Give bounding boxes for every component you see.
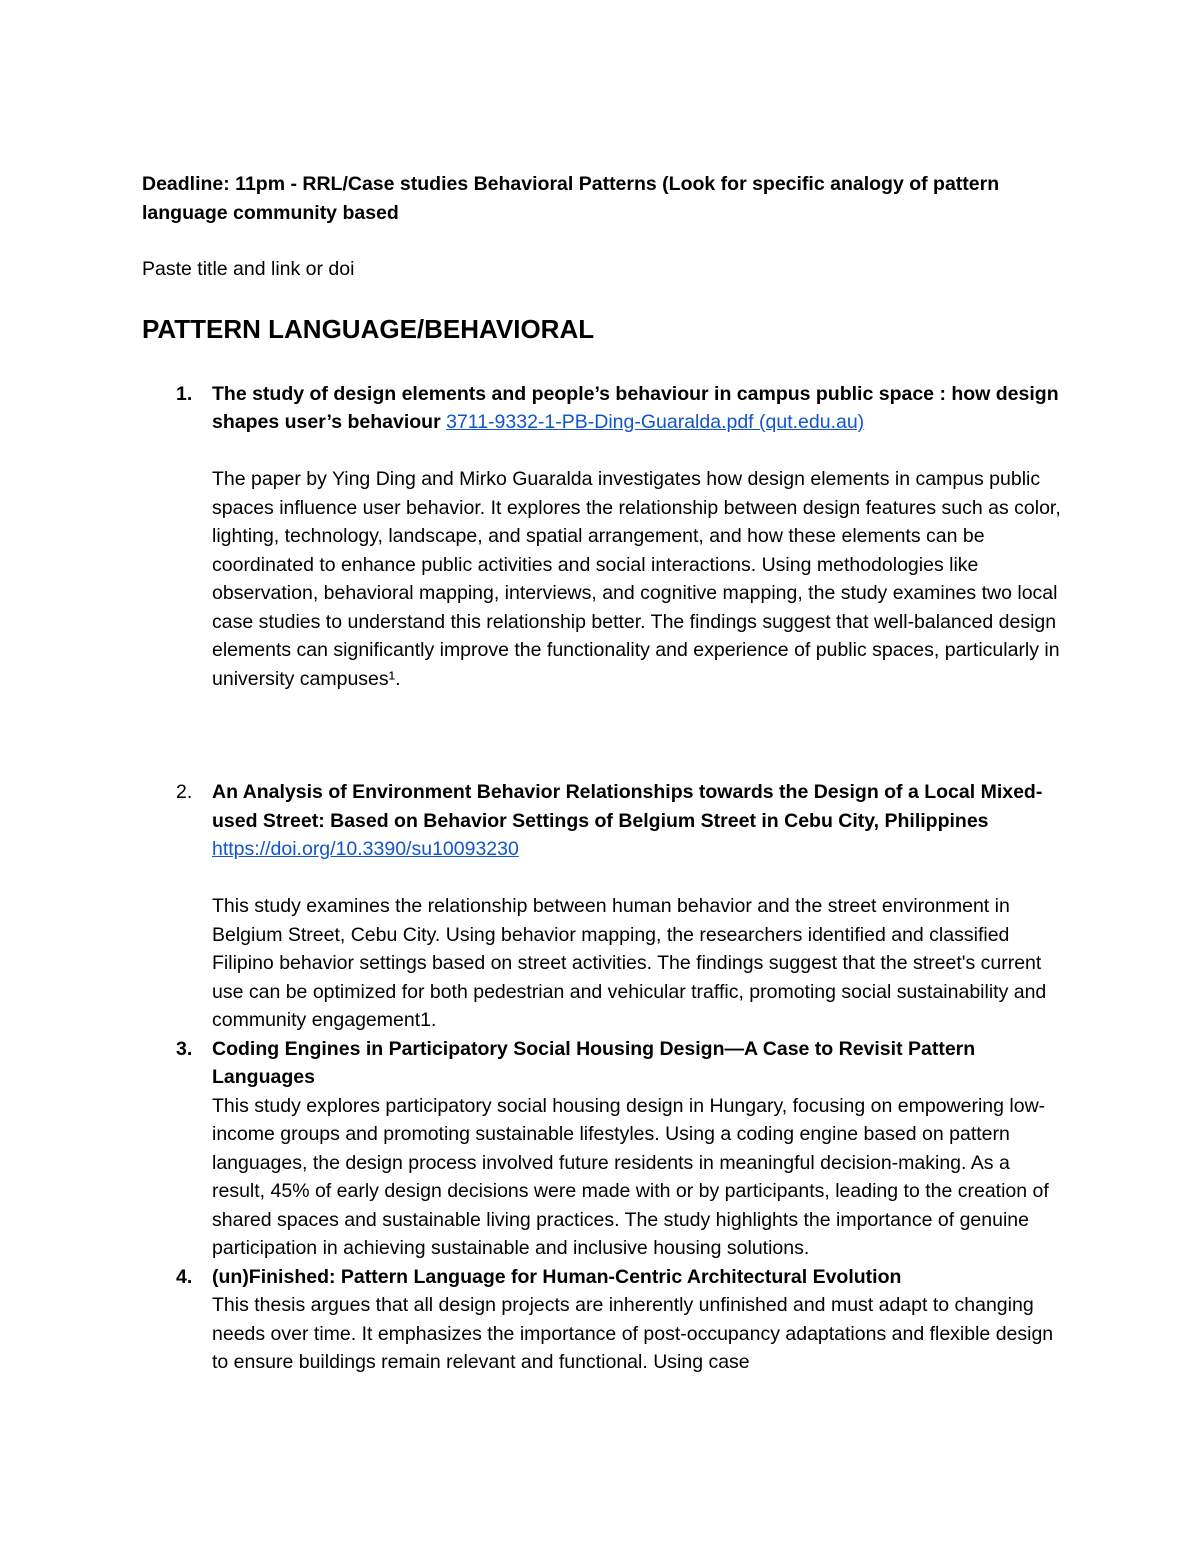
reference-title — [212, 380, 1062, 437]
instruction-text: Paste title and link or doi — [142, 258, 355, 280]
list-number: 1. — [176, 382, 193, 405]
reference-title-text: The study of design elements and people’s behaviour in campus public space : how design shapes user’s behaviour — [212, 382, 1059, 433]
list-number: 4. — [176, 1265, 193, 1288]
list-number: 2. — [176, 781, 193, 803]
reference-title: Coding Engines in Participatory Social Housing Design—A Case to Revisit Pattern Languages — [212, 1037, 976, 1088]
list-number: 3. — [176, 1037, 193, 1060]
list-item — [142, 778, 1062, 1035]
reference-list — [142, 380, 1062, 1377]
reference-title — [212, 778, 1062, 864]
reference-summary: This study explores participatory social housing design in Hungary, focusing on empowering low-income groups and promoting sustainable lifestyles. Using a coding engine based on pattern languages, the design process involved future residents in meaningful decision-making. As a result, 45% of early design decisions were made with or by participants, leading to the creation of shared spaces and sustainable living practices. The study highlights the importance of genuine participation in achieving sustainable and inclusive housing solutions. — [212, 1094, 1049, 1259]
reference-title-text: An Analysis of Environment Behavior Relationships towards the Design of a Local Mixed-used Street: Based on Behavior Settings of Belgium Street in Cebu City, Philippines — [212, 781, 1043, 832]
list-item — [142, 1035, 1062, 1263]
reference-summary: This study examines the relationship between human behavior and the street environment in Belgium Street, Cebu City. Using behavior mapping, the researchers identified and classified Filipino behavior settings based on street activities. The findings suggest that the street's current use can be optimized for both pedestrian and vehicular traffic, promoting social sustainability and community engagement1. — [212, 895, 1047, 1031]
reference-link[interactable]: 3711-9332-1-PB-Ding-Guaralda.pdf (qut.edu.au) — [446, 411, 865, 433]
list-item — [142, 380, 1062, 694]
reference-summary: This thesis argues that all design projects are inherently unfinished and must adapt to changing needs over time. It emphasizes the importance of post-occupancy adaptations and flexible design to ensure buildings remain relevant and functional. Using case — [212, 1294, 1054, 1373]
list-item — [142, 1263, 1062, 1377]
deadline-text: Deadline: 11pm - RRL/Case studies Behavioral Patterns (Look for specific analogy of pattern language community based — [142, 173, 1000, 224]
document-page — [142, 170, 1062, 1377]
doi-link[interactable]: https://doi.org/10.3390/su10093230 — [212, 838, 519, 860]
reference-summary: The paper by Ying Ding and Mirko Guaralda investigates how design elements in campus public spaces influence user behavior. It explores the relationship between design features such as color, lighting, technology, landscape, and spatial arrangement, and how these elements can be coordinated to enhance public activities and social interactions. Using methodologies like observation, behavioral mapping, interviews, and cognitive mapping, the study examines two local case studies to understand this relationship better. The findings suggest that well-balanced design elements can significantly improve the functionality and experience of public spaces, particularly in university campuses¹. — [212, 468, 1061, 690]
reference-title: (un)Finished: Pattern Language for Human-Centric Architectural Evolution — [212, 1265, 902, 1288]
section-heading: PATTERN LANGUAGE/BEHAVIORAL — [142, 313, 595, 344]
